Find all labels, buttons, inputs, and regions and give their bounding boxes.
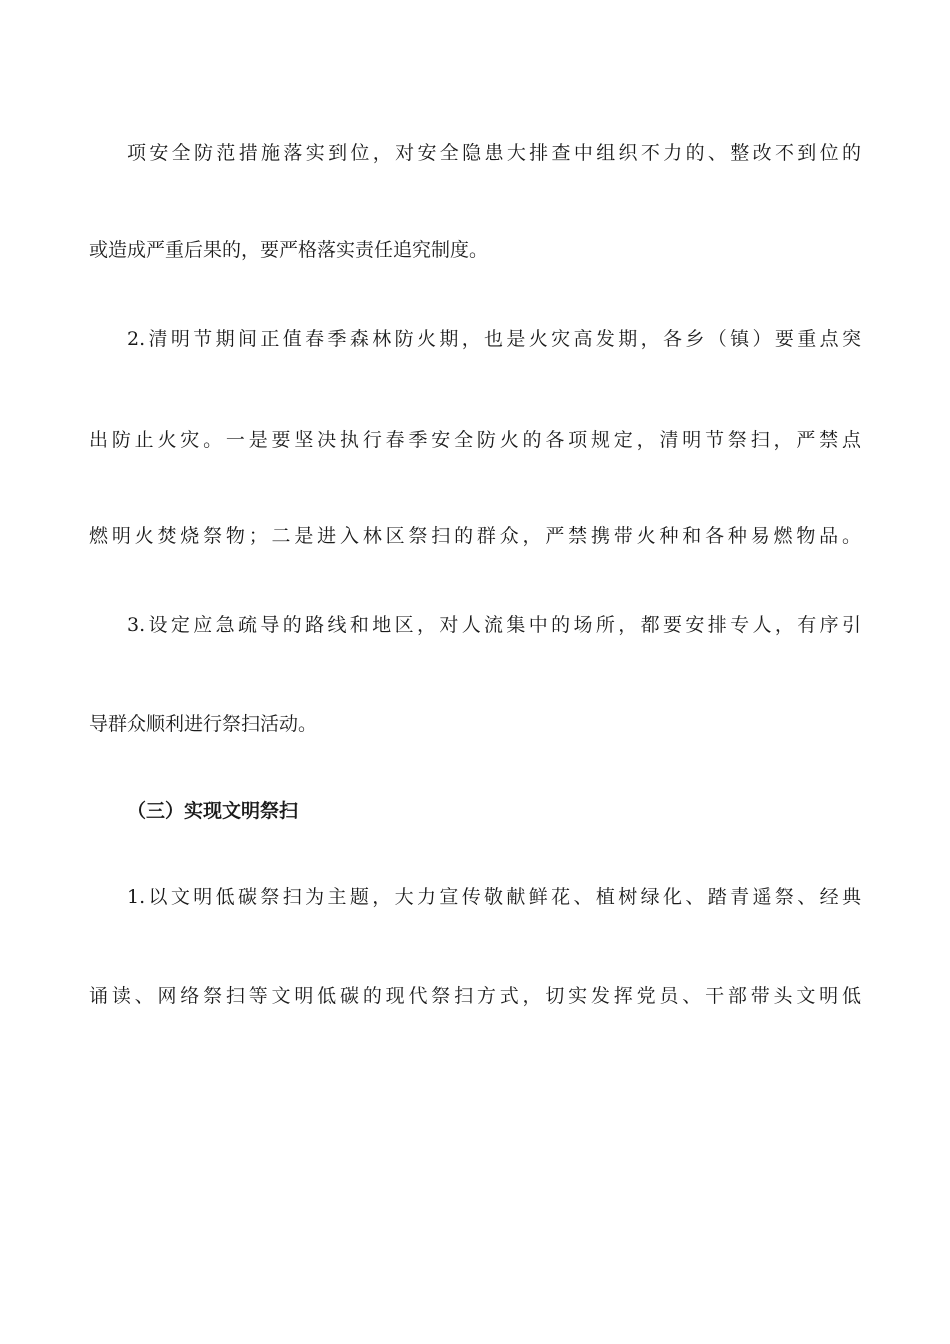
paragraph-line: 3.设定应急疏导的路线和地区，对人流集中的场所，都要安排专人，有序引 [127,614,861,636]
paragraph-line: 导群众顺利进行祭扫活动。 [89,713,318,735]
paragraph-line: 2.清明节期间正值春季森林防火期，也是火灾高发期，各乡（镇）要重点突 [127,328,861,350]
section-heading: （三）实现文明祭扫 [127,800,299,822]
paragraph-line: 燃明火焚烧祭物；二是进入林区祭扫的群众，严禁携带火种和各种易燃物品。 [89,525,861,547]
paragraph-line: 诵读、网络祭扫等文明低碳的现代祭扫方式，切实发挥党员、干部带头文明低 [89,985,861,1007]
paragraph-line: 或造成严重后果的，要严格落实责任追究制度。 [89,239,489,261]
paragraph-line: 项安全防范措施落实到位，对安全隐患大排查中组织不力的、整改不到位的 [127,142,861,164]
paragraph-line: 出防止火灾。一是要坚决执行春季安全防火的各项规定，清明节祭扫，严禁点 [89,429,861,451]
paragraph-line: 1.以文明低碳祭扫为主题，大力宣传敬献鲜花、植树绿化、踏青遥祭、经典 [127,886,861,908]
